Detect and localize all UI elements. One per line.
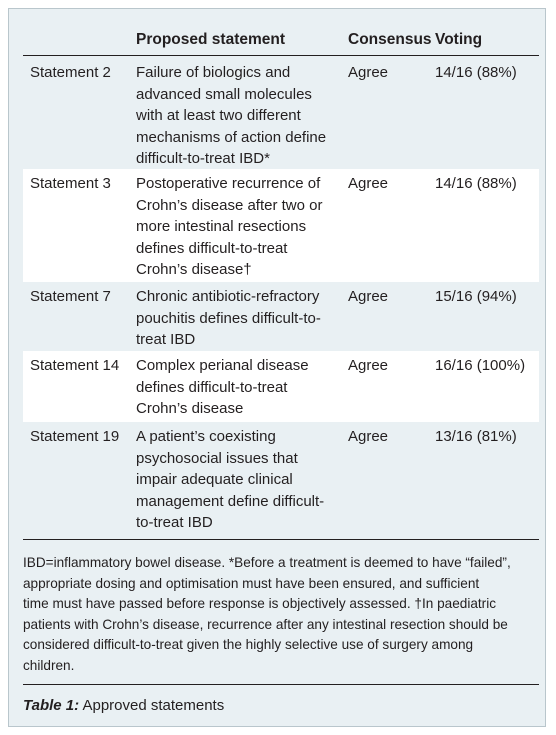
statement-text	[136, 355, 341, 420]
statement-line: Chronic antibiotic-refractory	[136, 288, 320, 305]
statement-line: Crohn’s disease after two or	[136, 196, 323, 214]
statement-line: Crohn’s disease	[136, 400, 244, 417]
statement-text	[136, 173, 341, 281]
footnote-line: IBD=inflammatory bowel disease. *Before a treatment is deemed to have “failed”,	[23, 555, 511, 570]
footnote-line: appropriate dosing and optimisation must have been ensured, and sufficient	[23, 575, 480, 591]
statement-line: Failure of biologics and	[136, 64, 291, 81]
statement-line: defines difficult-to-treat	[136, 378, 288, 396]
caption-text: Approved statements	[79, 697, 225, 714]
statement-line: management define difficult-	[136, 492, 325, 510]
table-row	[23, 61, 539, 169]
statement-text	[136, 62, 341, 170]
statement-line: advanced small molecules	[136, 85, 312, 103]
table-row	[23, 351, 539, 422]
statement-label: Statement 3	[30, 175, 111, 192]
voting-value: 13/16 (81%)	[435, 428, 517, 445]
statement-text	[136, 286, 341, 351]
statement-label: Statement 19	[30, 428, 120, 445]
statement-line: Complex perianal disease	[136, 357, 309, 374]
statement-line: mechanisms of action define	[136, 128, 327, 146]
caption-label: Table 1:	[23, 697, 80, 714]
table-panel	[8, 8, 546, 727]
consensus-value: Agree	[348, 428, 389, 445]
statement-line: defines difficult-to-treat	[136, 239, 288, 257]
voting-value: 15/16 (94%)	[435, 288, 517, 305]
statement-line: to-treat IBD	[136, 514, 213, 531]
statement-line: with at least two different	[136, 107, 301, 124]
footnote-line: time must have passed before response is objectively assessed. †In paediatric	[23, 596, 497, 611]
footnote-line: children.	[23, 657, 75, 673]
statement-line: Crohn’s disease†	[136, 261, 252, 278]
voting-value: 16/16 (100%)	[435, 357, 526, 374]
statement-line: pouchitis defines difficult-to-	[136, 309, 321, 327]
statement-label: Statement 7	[30, 288, 111, 305]
statement-line: difficult-to-treat IBD*	[136, 150, 270, 167]
statement-line: treat IBD	[136, 331, 196, 348]
consensus-value: Agree	[348, 175, 389, 192]
consensus-value: Agree	[348, 357, 389, 374]
voting-value: 14/16 (88%)	[435, 175, 517, 192]
consensus-value: Agree	[348, 288, 389, 305]
statement-line: impair adequate clinical	[136, 471, 293, 488]
statement-line: more intestinal resections	[136, 218, 307, 235]
header-rule	[23, 55, 539, 56]
header-voting: Voting	[435, 31, 483, 48]
table-row	[23, 169, 539, 282]
statement-line: psychosocial issues that	[136, 449, 298, 467]
header-consensus: Consensus	[348, 31, 432, 48]
consensus-value: Agree	[348, 64, 389, 81]
footnote-line: considered difficult-to-treat given the highly selective use of surgery among	[23, 637, 474, 652]
caption-rule	[23, 684, 539, 685]
statement-line: A patient’s coexisting	[136, 428, 276, 445]
header-proposed-statement: Proposed statement	[136, 31, 286, 48]
voting-value: 14/16 (88%)	[435, 64, 517, 81]
table-row	[23, 282, 539, 351]
table-caption	[23, 697, 224, 714]
statement-text	[136, 426, 341, 534]
footnote-line: patients with Crohn’s disease, recurrence after any intestinal resection should be	[23, 616, 508, 632]
table-bottom-rule	[23, 539, 539, 540]
table-row	[23, 422, 539, 537]
statement-line: Postoperative recurrence of	[136, 175, 321, 192]
table-footnote	[23, 553, 535, 676]
statement-label: Statement 14	[30, 357, 120, 374]
statement-label: Statement 2	[30, 64, 111, 81]
